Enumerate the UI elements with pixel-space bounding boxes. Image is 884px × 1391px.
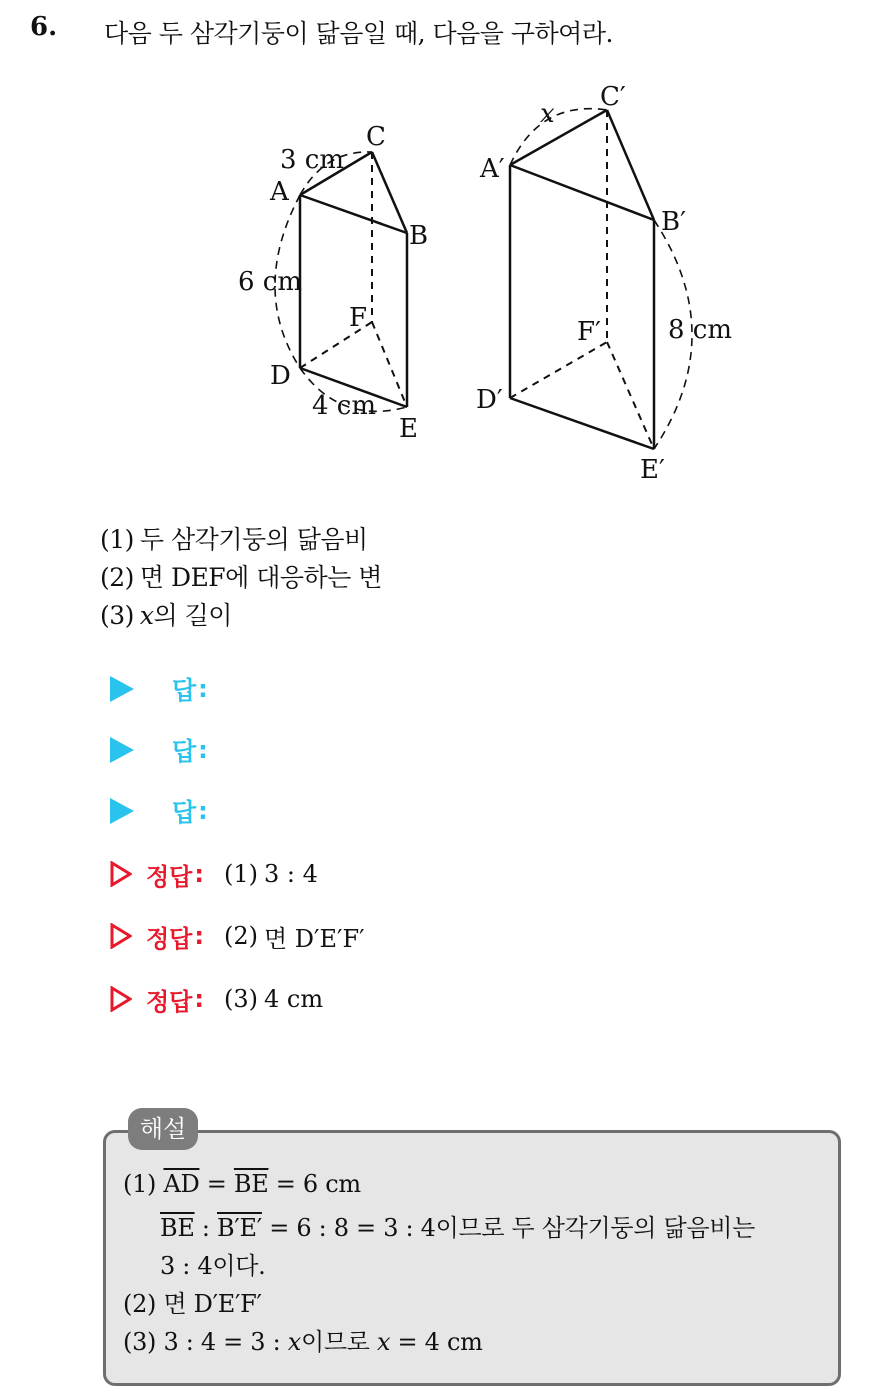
sub-question-number: (2) (100, 563, 134, 592)
vertex-label-f: F (349, 303, 368, 333)
question-number: 6. (30, 12, 58, 42)
solution-line-4: (2) 면 D′E′F′ (123, 1290, 262, 1318)
length-label-be-prime: 8 cm (668, 315, 733, 345)
sub-question-number: (1) (100, 525, 134, 554)
vertex-label-b-prime: B′ (661, 207, 687, 237)
answer-label: 답 (172, 737, 197, 766)
prism-figure (230, 75, 750, 495)
vertex-label-d: D (270, 361, 291, 391)
question-text: 다음 두 삼각기둥이 닮음일 때, 다음을 구하여라. (104, 19, 613, 48)
variable-x: x (376, 1328, 391, 1356)
length-label-x: x (540, 99, 555, 129)
variable-x: x (287, 1328, 301, 1356)
segment-b-prime-e-prime: B′E′ (217, 1214, 262, 1242)
segment-ad: $\overline{AD}$ (163, 1170, 200, 1198)
vertex-label-b: B (409, 221, 429, 251)
outline-arrow-icon (110, 861, 132, 887)
sub-question-3 (100, 596, 232, 632)
correct-label: 정답 (146, 924, 193, 953)
answer-row-3: 답 : (110, 794, 208, 828)
solution-line-1: (1) $\overline{AD} = \overline{BE} = 6$ cm (123, 1170, 361, 1198)
large-prism-hidden-edges (510, 110, 654, 449)
sub-question-text: 두 삼각기둥의 닮음비 (139, 525, 368, 554)
play-arrow-icon (110, 676, 134, 702)
correct-answer-text: 면 D′E′F′ (263, 924, 365, 953)
vertex-label-d-prime: D′ (476, 385, 503, 415)
answer-label: 답 (172, 798, 197, 827)
correct-answer-text: 4 cm (263, 985, 324, 1013)
correct-answer-row-1: 정답 : (1) 3 : 4 (110, 857, 318, 891)
vertex-label-c-prime: C′ (600, 82, 626, 112)
solution-line-5: (3) 3 : 4 = 3 : x이므로 x = 4 cm (123, 1328, 483, 1356)
answer-label: 답 (172, 676, 197, 705)
sub-question-2 (100, 558, 382, 594)
small-prism-edges (300, 152, 407, 407)
vertex-label-e-prime: E′ (640, 455, 665, 485)
sub-question-text: 의 길이 (153, 601, 232, 630)
answer-row-2: 답 : (110, 733, 208, 767)
correct-answer-number: (3) (223, 985, 258, 1013)
correct-answer-number: (2) (223, 922, 258, 950)
vertex-label-a: A (270, 177, 289, 207)
sub-question-text: 면 DEF에 대응하는 변 (139, 563, 382, 592)
length-label-de: 4 cm (312, 391, 377, 421)
length-label-ad: 6 cm (238, 267, 303, 297)
vertex-label-a-prime: A′ (480, 154, 505, 184)
sub-question-1 (100, 520, 368, 556)
segment-be: $\overline{BE}$ (160, 1214, 195, 1242)
correct-answer-number: (1) (223, 860, 258, 888)
correct-answer-text: 3 : 4 (263, 860, 318, 888)
length-label-ac: 3 cm (280, 145, 345, 175)
vertex-label-c: C (366, 122, 386, 152)
vertex-label-f-prime: F′ (577, 317, 601, 347)
correct-answer-row-3: 정답 : (3) 4 cm (110, 982, 323, 1016)
solution-line-2: $\overline{BE}$ : B′E′ = 6 : 8 = 3 : 4이므로 두 삼각기둥의 닮음비는 (160, 1214, 756, 1242)
small-prism-hidden-edges (300, 152, 407, 407)
correct-answer-row-2: 정답 : (2) 면 D′E′F′ (110, 919, 365, 953)
vertex-label-e: E (399, 414, 418, 444)
solution-line-3: 3 : 4이다. (160, 1252, 266, 1280)
correct-label: 정답 (146, 862, 193, 891)
sub-question-number: (3) (100, 601, 134, 630)
variable-x: x (139, 601, 154, 630)
play-arrow-icon (110, 737, 134, 763)
large-prism-edges (510, 110, 654, 449)
outline-arrow-icon (110, 923, 132, 949)
correct-label: 정답 (146, 987, 193, 1016)
segment-be: $\overline{BE}$ (233, 1170, 269, 1198)
solution-label: 해설 (128, 1108, 198, 1150)
large-prism-dimension-arcs (510, 109, 692, 449)
answer-row-1: 답 : (110, 672, 208, 706)
play-arrow-icon (110, 798, 134, 824)
outline-arrow-icon (110, 986, 132, 1012)
